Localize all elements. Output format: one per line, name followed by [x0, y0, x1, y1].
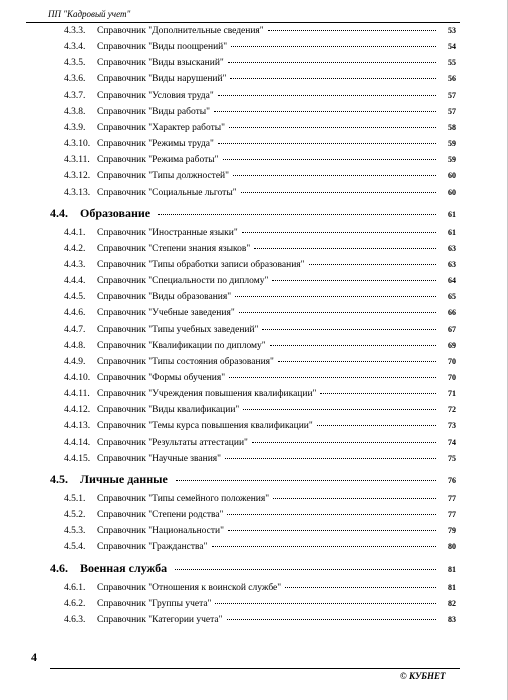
- toc-dot-leader: [273, 498, 436, 499]
- toc-label: Справочник "Категории учета": [97, 614, 223, 625]
- toc-label: Справочник "Учебные заведения": [97, 308, 235, 319]
- toc-number: 4.4.14.: [64, 437, 91, 448]
- toc-label: Справочник "Дополнительные сведения": [97, 26, 264, 36]
- toc-entry[interactable]: [0, 405, 508, 421]
- toc-page-number: 65: [448, 292, 456, 302]
- toc-entry[interactable]: [0, 454, 508, 470]
- toc-page-number: 54: [448, 42, 456, 52]
- toc-label: Справочник "Типы обработки записи образования": [97, 259, 305, 270]
- toc-label: Справочник "Научные звания": [97, 453, 222, 464]
- toc-number: 4.3.5.: [64, 58, 86, 69]
- toc-dot-leader: [278, 361, 436, 362]
- toc-page-number: 69: [448, 340, 456, 350]
- toc-label: Справочник "Отношения к воинской службе": [97, 582, 282, 593]
- toc-entry[interactable]: [0, 91, 508, 107]
- toc-number: 4.4.7.: [64, 324, 86, 335]
- toc-number: 4.4.6.: [64, 308, 86, 319]
- toc-dot-leader: [215, 603, 436, 604]
- toc-page-number: 77: [448, 493, 456, 503]
- toc-entry[interactable]: [0, 308, 508, 324]
- footer-divider: [50, 668, 460, 669]
- toc-entry[interactable]: [0, 260, 508, 276]
- toc-label: Справочник "Темы курса повышения квалификации": [97, 421, 313, 432]
- toc-label: Справочник "Виды образования": [97, 292, 232, 303]
- toc-entry[interactable]: [0, 139, 508, 155]
- toc-entry[interactable]: [0, 373, 508, 389]
- toc-number: 4.4.11.: [64, 389, 90, 400]
- toc-label: Справочник "Гражданства": [97, 542, 208, 553]
- toc-label: Справочник "Режимы труда": [97, 139, 214, 150]
- toc-dot-leader: [158, 214, 436, 215]
- toc-label: Справочник "Формы обучения": [97, 373, 226, 383]
- toc-entry[interactable]: [0, 171, 508, 187]
- toc-number: 4.3.11.: [64, 155, 90, 166]
- toc-number: 4.3.4.: [64, 42, 86, 53]
- toc-number: 4.5.: [50, 471, 68, 486]
- toc-entry[interactable]: [0, 542, 508, 558]
- toc-dot-leader: [230, 78, 436, 79]
- toc-entry[interactable]: [0, 494, 508, 510]
- toc-section[interactable]: [0, 206, 508, 226]
- header-title: ПП "Кадровый учет": [48, 9, 131, 19]
- toc-label: Справочник "Национальности": [97, 526, 224, 537]
- toc-number: 4.4.1.: [64, 227, 86, 238]
- toc-page-number: 67: [448, 324, 456, 334]
- toc-number: 4.3.6.: [64, 74, 86, 85]
- toc-number: 4.4.5.: [64, 292, 86, 303]
- toc-dot-leader: [285, 587, 436, 588]
- toc-label: Личные данные: [80, 471, 168, 486]
- toc-number: 4.5.2.: [64, 510, 86, 521]
- toc-entry[interactable]: [0, 244, 508, 260]
- toc-number: 4.4.8.: [64, 340, 86, 351]
- toc-entry[interactable]: [0, 389, 508, 405]
- toc-label: Справочник "Группы учета": [97, 598, 212, 609]
- page-header: [26, 8, 460, 23]
- toc-page-number: 60: [448, 171, 456, 181]
- toc-page-number: 53: [448, 26, 456, 35]
- toc-dot-leader: [227, 619, 437, 620]
- toc-number: 4.3.10.: [64, 139, 91, 150]
- toc-label: Справочник "Квалификации по диплому": [97, 340, 266, 351]
- toc-page-number: 55: [448, 58, 456, 68]
- toc-page-number: 77: [448, 510, 456, 520]
- toc-dot-leader: [228, 62, 436, 63]
- toc-label: Справочник "Учреждения повышения квалификации": [97, 389, 317, 400]
- toc-dot-leader: [176, 480, 436, 481]
- toc-label: Справочник "Результаты аттестации": [97, 437, 248, 448]
- toc-page-number: 56: [448, 74, 456, 84]
- toc-dot-leader: [309, 264, 436, 265]
- toc-entry[interactable]: [0, 510, 508, 526]
- toc-dot-leader: [252, 442, 436, 443]
- toc-dot-leader: [243, 409, 436, 410]
- toc-entry[interactable]: [0, 188, 508, 204]
- toc-label: Справочник "Условия труда": [97, 90, 214, 101]
- toc-dot-leader: [223, 159, 436, 160]
- toc-number: 4.3.3.: [64, 26, 86, 36]
- toc-dot-leader: [235, 296, 436, 297]
- toc-number: 4.6.: [50, 560, 68, 575]
- toc-label: Образование: [80, 205, 151, 220]
- toc-entry[interactable]: [0, 107, 508, 123]
- toc-dot-leader: [218, 95, 436, 96]
- toc-page-number: 73: [448, 421, 456, 431]
- toc-entry[interactable]: [0, 42, 508, 58]
- toc-label: Справочник "Иностранные языки": [97, 227, 238, 238]
- toc-entry[interactable]: [0, 276, 508, 292]
- toc-label: Справочник "Виды нарушений": [97, 74, 227, 85]
- toc-page-number: 72: [448, 405, 456, 415]
- toc-label: Справочник "Типы семейного положения": [97, 493, 270, 504]
- toc-entry[interactable]: [0, 74, 508, 90]
- toc-label: Справочник "Виды взысканий": [97, 58, 224, 69]
- toc-number: 4.6.3.: [64, 614, 86, 625]
- toc-page-number: 76: [448, 475, 456, 485]
- toc-dot-leader: [229, 127, 436, 128]
- toc-entry[interactable]: [0, 325, 508, 341]
- toc-label: Справочник "Режима работы": [97, 155, 219, 166]
- toc-label: Военная служба: [80, 560, 168, 575]
- toc-page-number: 71: [448, 389, 456, 399]
- toc-entry[interactable]: [0, 599, 508, 615]
- toc-dot-leader: [175, 569, 436, 570]
- toc-number: 4.4.: [50, 205, 68, 220]
- toc-label: Справочник "Виды квалификации": [97, 405, 240, 416]
- toc-label: Справочник "Степени родства": [97, 510, 224, 521]
- toc-dot-leader: [218, 143, 436, 144]
- toc-page-number: 57: [448, 106, 456, 116]
- toc-entry[interactable]: [0, 357, 508, 373]
- footer-page-number: 4: [31, 650, 37, 664]
- toc-number: 4.4.15.: [64, 453, 91, 464]
- toc-entry[interactable]: [0, 26, 508, 42]
- toc-dot-leader: [229, 377, 436, 378]
- toc-page-number: 63: [448, 259, 456, 269]
- toc-number: 4.3.7.: [64, 90, 86, 101]
- toc-entry[interactable]: [0, 228, 508, 244]
- toc-label: Справочник "Характер работы": [97, 122, 225, 133]
- toc-dot-leader: [268, 30, 436, 31]
- toc-label: Справочник "Типы должностей": [97, 171, 229, 182]
- toc-number: 4.4.10.: [64, 373, 91, 383]
- toc-page-number: 61: [448, 209, 456, 219]
- toc-section[interactable]: [0, 472, 508, 492]
- footer-brand: © КУБНЕТ: [400, 671, 446, 681]
- toc-number: 4.4.2.: [64, 243, 86, 254]
- toc-number: 4.3.13.: [64, 187, 91, 198]
- toc-page-number: 83: [448, 614, 456, 624]
- toc-entry[interactable]: [0, 526, 508, 542]
- toc-dot-leader: [225, 458, 436, 459]
- toc-page-number: 57: [448, 90, 456, 100]
- toc-dot-leader: [320, 393, 436, 394]
- toc-dot-leader: [254, 248, 436, 249]
- toc-section[interactable]: [0, 561, 508, 581]
- toc-number: 4.5.1.: [64, 493, 86, 504]
- toc-dot-leader: [242, 232, 436, 233]
- toc-dot-leader: [239, 312, 436, 313]
- toc-label: Справочник "Типы состояния образования": [97, 356, 274, 367]
- toc-page-number: 58: [448, 122, 456, 132]
- toc-number: 4.4.13.: [64, 421, 91, 432]
- toc-dot-leader: [270, 345, 436, 346]
- toc-page-number: 81: [448, 564, 456, 574]
- toc-entry[interactable]: [0, 155, 508, 171]
- toc-page-number: 64: [448, 276, 456, 286]
- toc-number: 4.5.3.: [64, 526, 86, 537]
- toc-number: 4.3.9.: [64, 122, 86, 133]
- toc-number: 4.5.4.: [64, 542, 86, 553]
- toc-page-number: 61: [448, 227, 456, 237]
- toc-page-number: 59: [448, 155, 456, 165]
- toc-label: Справочник "Виды поощрений": [97, 42, 228, 53]
- toc-page-number: 59: [448, 139, 456, 149]
- toc-dot-leader: [212, 546, 436, 547]
- toc-entry[interactable]: [0, 583, 508, 599]
- toc-dot-leader: [272, 280, 436, 281]
- toc-number: 4.6.1.: [64, 582, 86, 593]
- toc-entry[interactable]: [0, 58, 508, 74]
- toc-page-number: 80: [448, 542, 456, 552]
- toc-page-number: 63: [448, 243, 456, 253]
- toc-dot-leader: [233, 175, 436, 176]
- toc-page-number: 75: [448, 453, 456, 463]
- toc-dot-leader: [214, 111, 436, 112]
- toc-page-number: 66: [448, 308, 456, 318]
- toc-label: Справочник "Виды работы": [97, 106, 210, 117]
- toc-dot-leader: [317, 425, 436, 426]
- toc-page-number: 79: [448, 526, 456, 536]
- toc-number: 4.3.8.: [64, 106, 86, 117]
- toc-dot-leader: [227, 514, 436, 515]
- toc-page-number: 70: [448, 373, 456, 382]
- toc-dot-leader: [231, 46, 436, 47]
- toc-label: Справочник "Степени знания языков": [97, 243, 251, 254]
- toc-dot-leader: [241, 192, 436, 193]
- toc-entry[interactable]: [0, 438, 508, 454]
- toc-label: Справочник "Специальности по диплому": [97, 276, 269, 287]
- toc-number: 4.4.9.: [64, 356, 86, 367]
- toc-page-number: 60: [448, 187, 456, 197]
- toc-page-number: 70: [448, 356, 456, 366]
- toc-entry[interactable]: [0, 341, 508, 357]
- toc-dot-leader: [228, 530, 436, 531]
- toc-entry[interactable]: [0, 292, 508, 308]
- toc-page-number: 82: [448, 598, 456, 608]
- toc-number: 4.4.4.: [64, 276, 86, 287]
- toc-number: 4.4.3.: [64, 259, 86, 270]
- toc-entry[interactable]: [0, 615, 508, 631]
- toc-dot-leader: [262, 329, 436, 330]
- toc-entry[interactable]: [0, 421, 508, 437]
- toc-number: 4.3.12.: [64, 171, 91, 182]
- toc-label: Справочник "Социальные льготы": [97, 187, 237, 198]
- toc-page-number: 81: [448, 582, 456, 592]
- toc-number: 4.6.2.: [64, 598, 86, 609]
- toc-entry[interactable]: [0, 123, 508, 139]
- toc-page-number: 74: [448, 437, 456, 447]
- toc-label: Справочник "Типы учебных заведений": [97, 324, 259, 335]
- toc-number: 4.4.12.: [64, 405, 91, 416]
